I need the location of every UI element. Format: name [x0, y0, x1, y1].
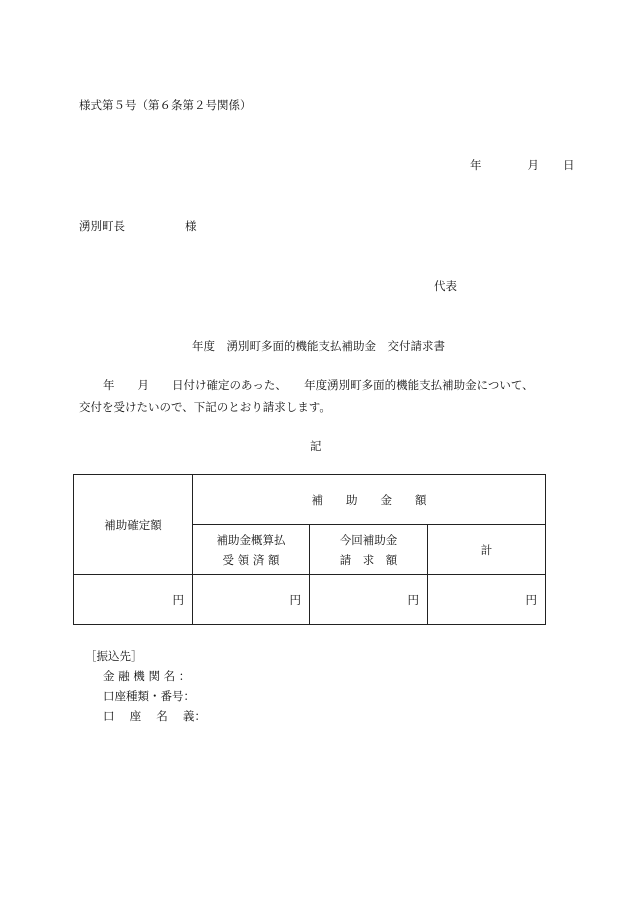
form-number: 様式第５号（第６条第２号関係）: [79, 98, 252, 112]
amount-table: [73, 474, 546, 625]
received-amount-header: [193, 525, 310, 575]
ki-heading: 記: [310, 439, 322, 453]
transfer-header: ［振込先］: [85, 649, 143, 663]
addressee-name: 湧別町長: [79, 219, 125, 233]
request-header-line2: 請 求 額: [339, 552, 398, 567]
request-amount-cell: 円: [310, 575, 428, 625]
body-line-1: 年 月 日付け確定のあった、 年度湧別町多面的機能支払補助金について、: [103, 378, 534, 392]
confirmed-amount-label: 補助確定額: [74, 475, 193, 575]
account-type-label: 口座種類・番号：: [103, 689, 195, 703]
account-name-label: 口 座 名 義：: [103, 709, 206, 723]
total-header: 計: [428, 525, 546, 575]
subsidy-amount-header: 補 助 金 額: [193, 475, 546, 525]
representative-label: 代表: [434, 279, 457, 293]
addressee-honorific: 様: [185, 219, 197, 233]
date-day: 日: [563, 158, 575, 172]
total-amount-cell: 円: [428, 575, 546, 625]
received-amount-cell: 円: [193, 575, 310, 625]
received-header-line2: 受 領 済 額: [222, 552, 280, 567]
date-line: [470, 157, 575, 173]
body-line-2: 交付を受けたいので、下記のとおり請求します。: [79, 400, 331, 414]
request-amount-header: [310, 525, 428, 575]
addressee: [79, 218, 197, 234]
received-header-line1: 補助金概算払: [216, 532, 286, 547]
bank-name-label: 金 融 機 関 名 ：: [103, 669, 191, 683]
date-year: 年: [470, 158, 482, 172]
date-month: 月: [527, 158, 539, 172]
request-header-line1: 今回補助金: [339, 532, 398, 547]
confirmed-amount-cell: 円: [74, 575, 193, 625]
document-title: 年度 湧別町多面的機能支払補助金 交付請求書: [192, 339, 445, 353]
